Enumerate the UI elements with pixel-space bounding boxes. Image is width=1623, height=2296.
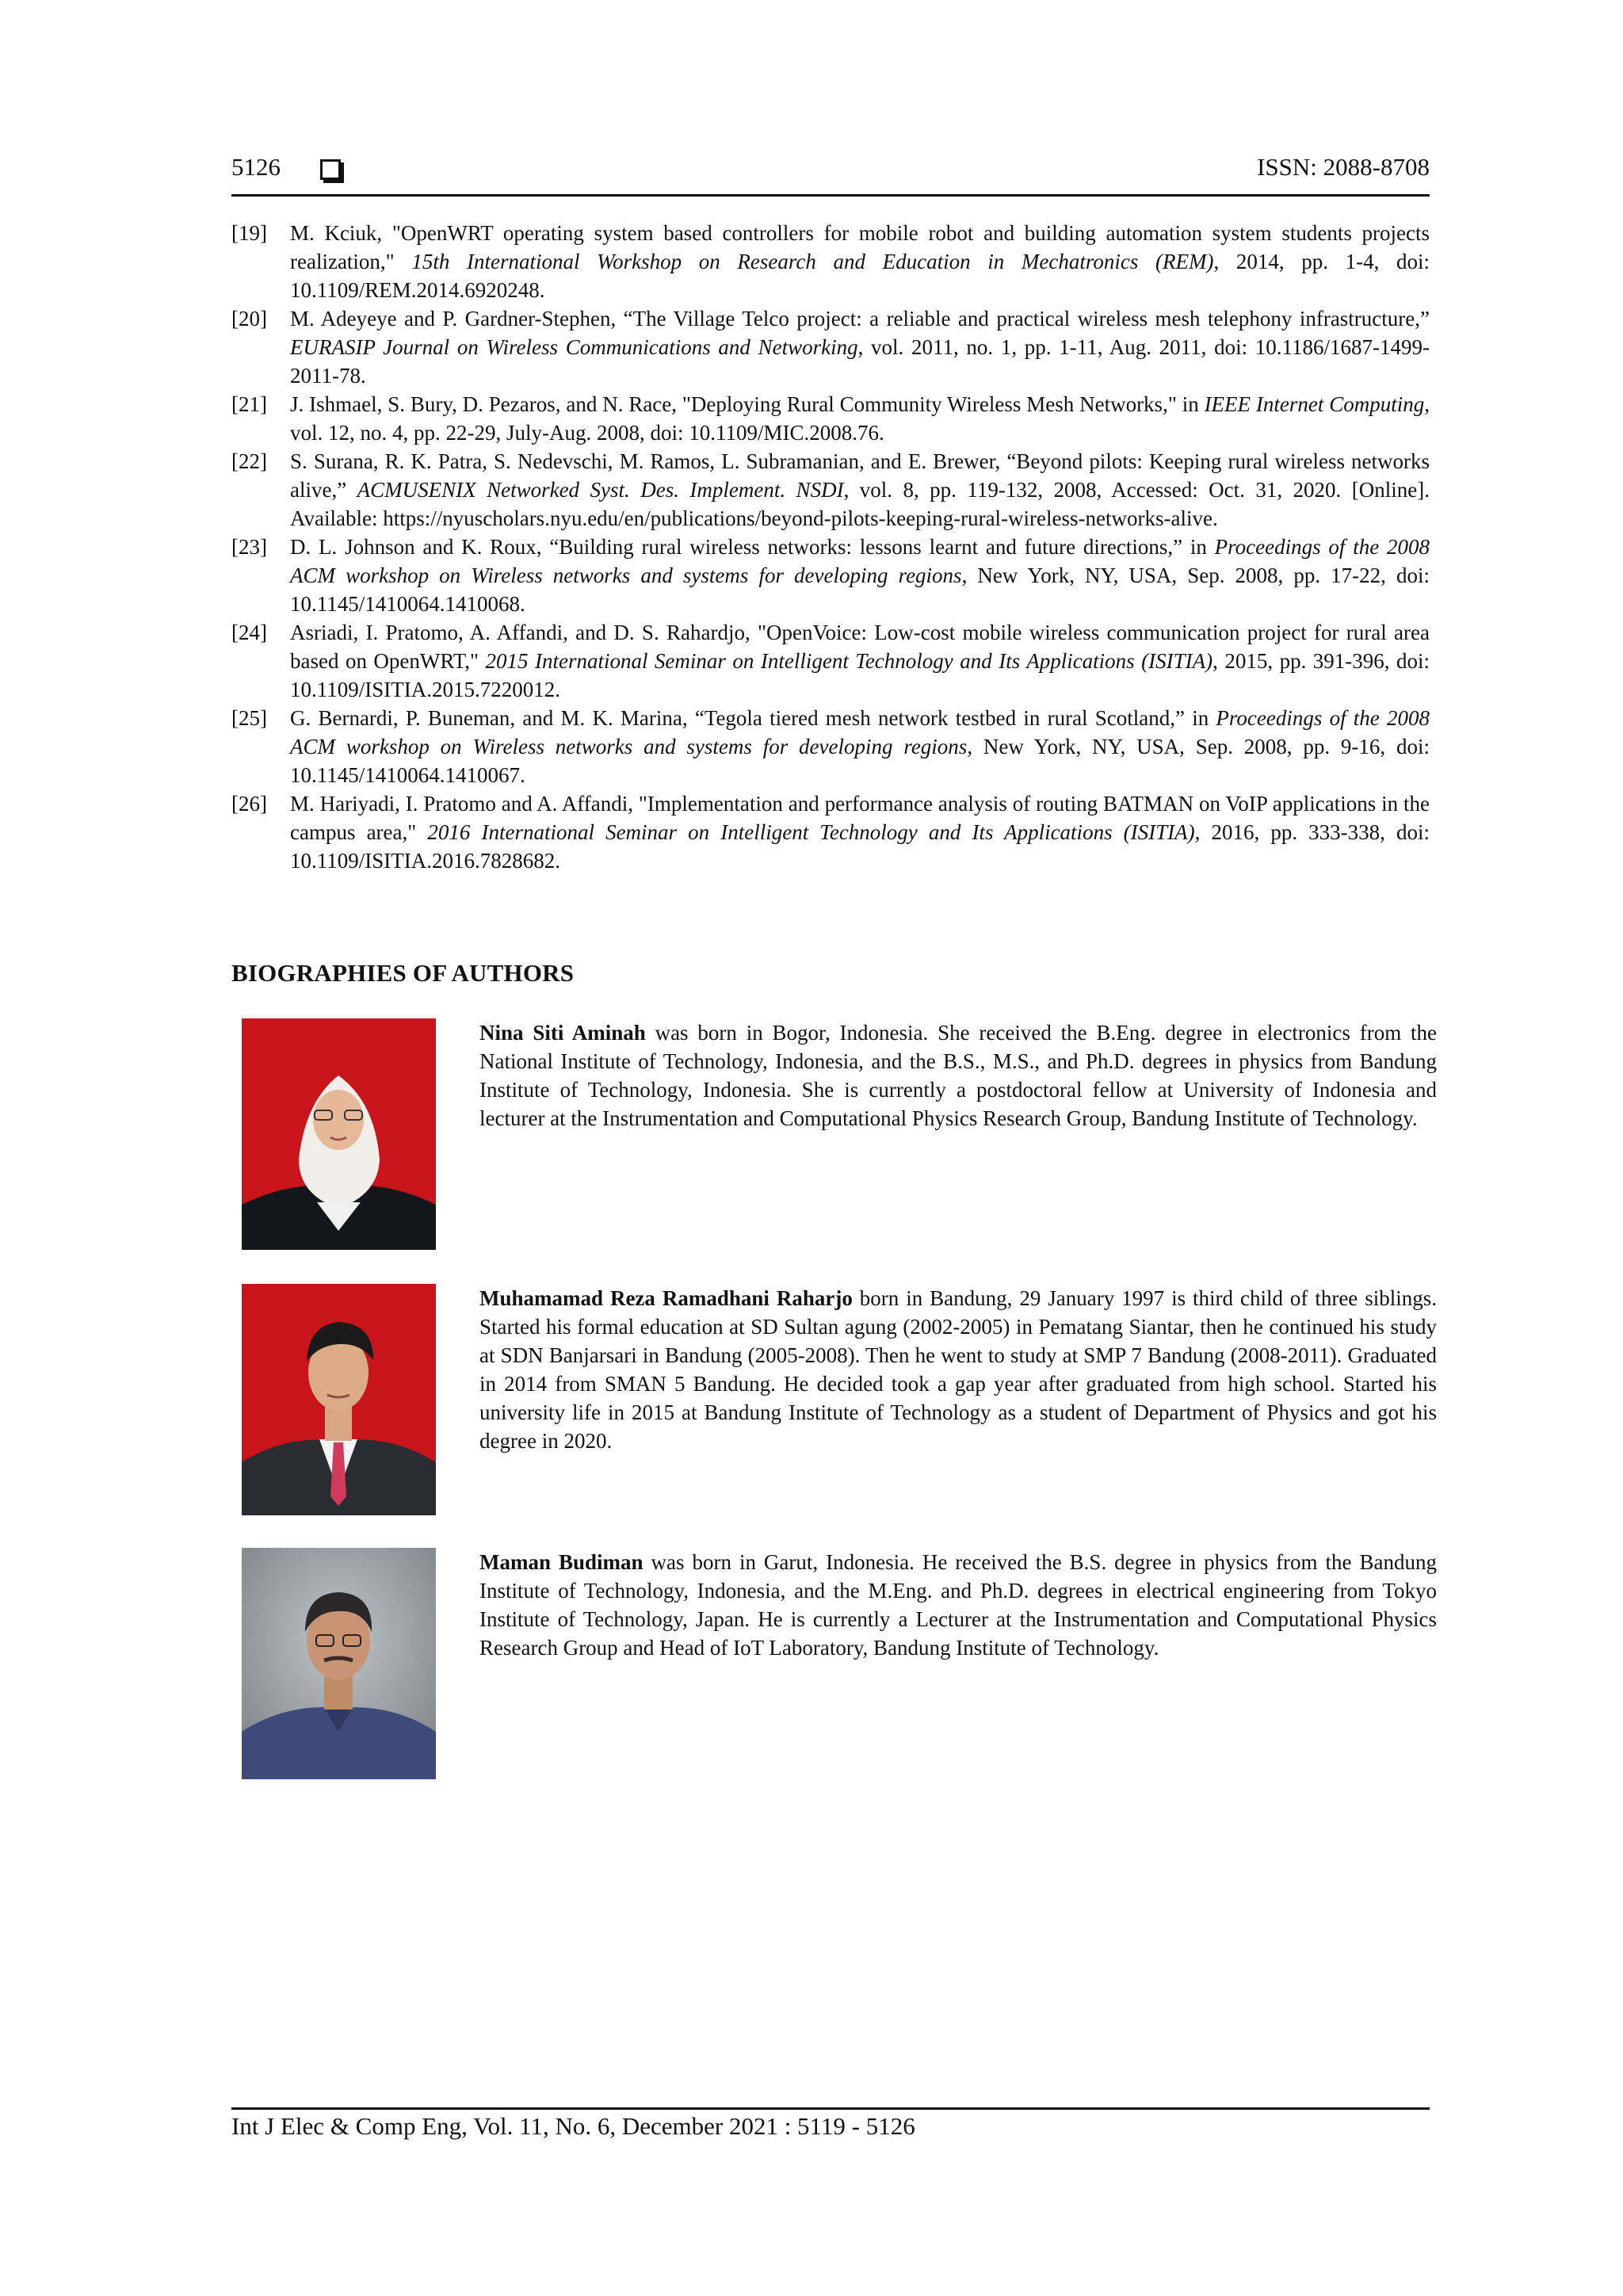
reference-details: , vol. 2011, no. 1, pp. 1-11, Aug. 2011, doi: 10.1186/1687-1499-2011-78. <box>290 335 1430 388</box>
reference-venue: ACMUSENIX Networked Syst. Des. Implement. NSDI <box>357 478 844 502</box>
author-name: Maman Budiman <box>479 1550 643 1574</box>
reference-text: S. Surana, R. K. Patra, S. Nedevschi, M. Ramos, L. Subramanian, and E. Brewer, “Beyond pilots: Keeping rural wireless networks alive,” <box>290 449 1430 502</box>
reference-details: , New York, NY, USA, Sep. 2008, pp. 17-22, doi: 10.1145/1410064.1410068. <box>290 563 1430 616</box>
footer-rule <box>231 2107 1430 2110</box>
reference-number: [25] <box>231 706 267 730</box>
reference-venue: 2015 International Seminar on Intelligent Technology and Its Applications (ISITIA) <box>485 649 1213 673</box>
reference-item <box>231 533 1430 618</box>
reference-details: , 2016, pp. 333-338, doi: 10.1109/ISITIA.2016.7828682. <box>290 820 1430 873</box>
reference-details: , 2014, pp. 1-4, doi: 10.1109/REM.2014.6920248. <box>290 250 1430 302</box>
author-name: Nina Siti Aminah <box>479 1021 646 1045</box>
reference-text: M. Kciuk, "OpenWRT operating system based controllers for mobile robot and building automation system students projects realization," <box>290 221 1430 273</box>
author-bio-text <box>479 1284 1437 1455</box>
footer-citation: Int J Elec & Comp Eng, Vol. 11, No. 6, December 2021 : 5119 - 5126 <box>231 2112 915 2140</box>
reference-item <box>231 447 1430 533</box>
author-description: was born in Bogor, Indonesia. She received the B.Eng. degree in electronics from the National Institute of Technology, Indonesia, and the B.S., M.S., and Ph.D. degrees in physics from Bandung Institute of Technology, Indonesia. She is currently a postdoctoral fellow at University of Indonesia and lecturer at the Instrumentation and Computational Physics Research Group, Bandung Institute of Technology. <box>479 1021 1438 1130</box>
reference-details: , vol. 12, no. 4, pp. 22-29, July-Aug. 2008, doi: 10.1109/MIC.2008.76. <box>290 392 1430 445</box>
reference-item <box>231 304 1430 390</box>
page-number: 5126 <box>231 153 281 181</box>
reference-details: , vol. 8, pp. 119-132, 2008, Accessed: Oct. 31, 2020. [Online]. Available: https://nyuscholars.nyu.edu/en/publications/beyond-pilots-keeping-rural-wireless-networks-alive. <box>290 478 1430 530</box>
reference-text: D. L. Johnson and K. Roux, “Building rural wireless networks: lessons learnt and future directions,” in <box>290 535 1215 559</box>
reference-number: [24] <box>231 621 267 644</box>
reference-list <box>231 219 1430 875</box>
author-name: Muhamamad Reza Ramadhani Raharjo <box>479 1286 853 1310</box>
issn-label: ISSN: 2088-8708 <box>1257 153 1430 181</box>
author-bio-text <box>479 1548 1437 1662</box>
reference-text: G. Bernardi, P. Buneman, and M. K. Marina, “Tegola tiered mesh network testbed in rural Scotland,” in <box>290 706 1216 730</box>
author-description: was born in Garut, Indonesia. He received the B.S. degree in physics from the Bandung Institute of Technology, Indonesia, and the M.Eng. and Ph.D. degrees in electrical engineering from Tokyo Institute of Technology, Japan. He is currently a Lecturer at the Instrumentation and Computational Physics Research Group and Head of IoT Laboratory, Bandung Institute of Technology. <box>479 1550 1437 1660</box>
biographies-heading: BIOGRAPHIES OF AUTHORS <box>231 959 575 987</box>
reference-number: [23] <box>231 535 267 559</box>
reference-text: M. Hariyadi, I. Pratomo and A. Affandi, "Implementation and performance analysis of routing BATMAN on VoIP applications in the campus area," <box>290 792 1430 844</box>
reference-number: [19] <box>231 221 267 245</box>
reference-details: , 2015, pp. 391-396, doi: 10.1109/ISITIA.2015.7220012. <box>290 649 1430 701</box>
reference-venue: Proceedings of the 2008 ACM workshop on Wireless networks and systems for developing regions <box>290 535 1430 587</box>
reference-venue: 15th International Workshop on Research and Education in Mechatronics (REM) <box>411 250 1214 273</box>
reference-venue: IEEE Internet Computing <box>1204 392 1425 416</box>
author-photo <box>242 1548 436 1779</box>
author-photo <box>242 1284 436 1515</box>
reference-number: [26] <box>231 792 267 816</box>
reference-details: , New York, NY, USA, Sep. 2008, pp. 9-16, doi: 10.1145/1410064.1410067. <box>290 735 1430 787</box>
reference-text: J. Ishmael, S. Bury, D. Pezaros, and N. Race, "Deploying Rural Community Wireless Mesh Networks," in <box>290 392 1205 416</box>
page-header <box>231 153 1430 197</box>
reference-number: [20] <box>231 307 267 330</box>
reference-number: [22] <box>231 449 267 473</box>
author-photo <box>242 1018 436 1250</box>
reference-venue: EURASIP Journal on Wireless Communications and Networking <box>290 335 858 359</box>
reference-item <box>231 789 1430 875</box>
reference-text: M. Adeyeye and P. Gardner-Stephen, “The Village Telco project: a reliable and practical wireless mesh telephony infrastructure,” <box>290 307 1430 330</box>
reference-venue: 2016 International Seminar on Intelligent Technology and Its Applications (ISITIA) <box>427 820 1195 844</box>
author-bio-text <box>479 1018 1437 1133</box>
reference-item <box>231 704 1430 789</box>
reference-number: [21] <box>231 392 267 416</box>
reference-item <box>231 618 1430 704</box>
reference-text: Asriadi, I. Pratomo, A. Affandi, and D. S. Rahardjo, "OpenVoice: Low-cost mobile wireless communication project for rural area based on OpenWRT," <box>290 621 1430 673</box>
reference-item <box>231 219 1430 304</box>
reference-item <box>231 390 1430 447</box>
square-bullet-icon <box>320 159 341 180</box>
reference-venue: Proceedings of the 2008 ACM workshop on Wireless networks and systems for developing regions <box>290 706 1430 758</box>
author-description: born in Bandung, 29 January 1997 is third child of three siblings. Started his formal education at SD Sultan agung (2002-2005) in Pematang Siantar, then he continued his study at SDN Banjarsari in Bandung (2005-2008). Then he went to study at SMP 7 Bandung (2008-2011). Graduated in 2014 from SMAN 5 Bandung. He decided took a gap year after graduated from high school. Started his university life in 2015 at Bandung Institute of Technology as a student of Department of Physics and got his degree in 2020. <box>479 1286 1437 1453</box>
